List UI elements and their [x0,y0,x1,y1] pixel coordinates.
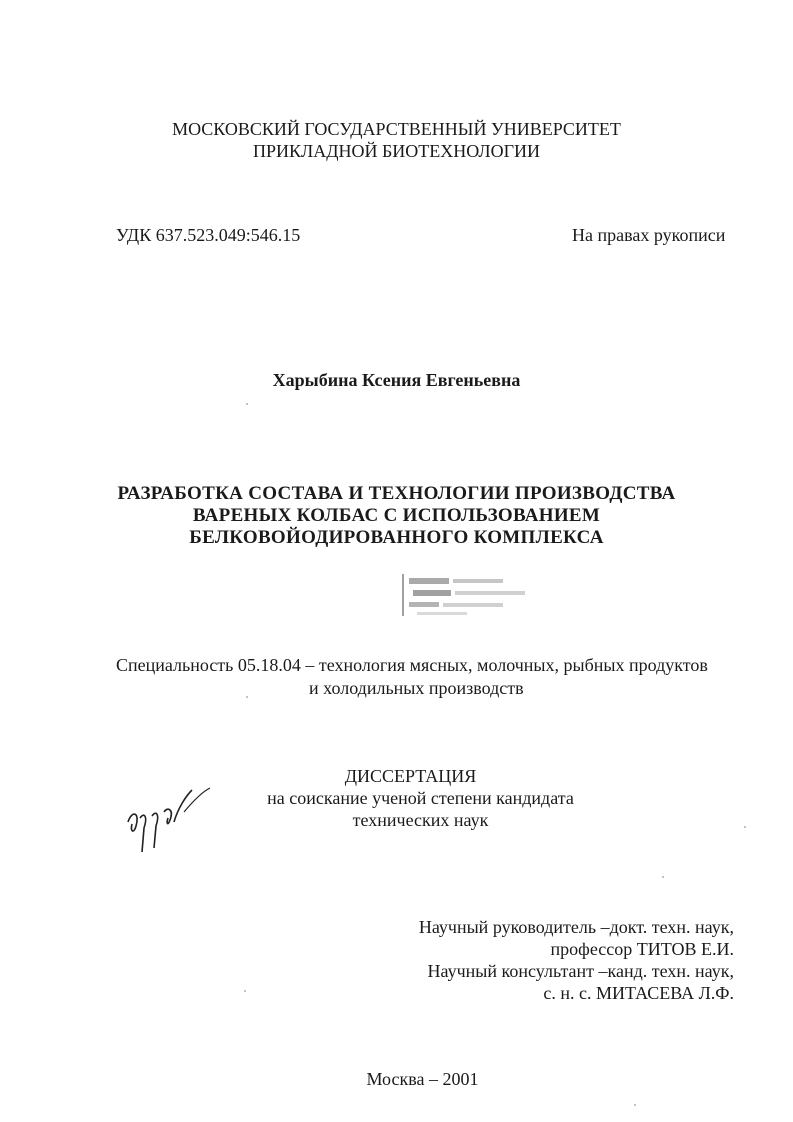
manuscript-rights: На правах рукописи [572,225,726,245]
scan-speck [246,403,248,405]
scientific-supervisor-line1: Научный руководитель –докт. техн. наук, [418,917,734,937]
dissertation-degree-line: на соискание ученой степени кандидата [267,788,574,808]
scan-speck [744,826,746,828]
title-line3: БЕЛКОВОЙОДИРОВАННОГО КОМПЛЕКСА [189,527,604,548]
scan-speck [246,696,248,698]
scan-speck [662,876,664,878]
dissertation-heading: ДИССЕРТАЦИЯ [344,766,477,786]
scan-speck [244,990,246,992]
university-name-line1: МОСКОВСКИЙ ГОСУДАРСТВЕННЫЙ УНИВЕРСИТЕТ [172,119,621,139]
scientific-consultant-line2: с. н. с. МИТАСЕВА Л.Ф. [543,983,734,1003]
specialty-line2: и холодильных производств [309,678,524,698]
title-line1: РАЗРАБОТКА СОСТАВА И ТЕХНОЛОГИИ ПРОИЗВОДСТВА [117,483,676,504]
scan-speck [634,1104,636,1106]
university-name-line2: ПРИКЛАДНОЙ БИОТЕХНОЛОГИИ [252,141,541,161]
author-name: Харыбина Ксения Евгеньевна [272,370,521,390]
specialty-line1: Специальность 05.18.04 – технология мясных, молочных, рыбных продуктов [116,655,708,675]
library-stamp-image [395,570,545,622]
title-line2: ВАРЕНЫХ КОЛБАС С ИСПОЛЬЗОВАНИЕМ [192,505,601,526]
city-year-footer: Москва – 2001 [366,1069,479,1089]
udk-code: УДК 637.523.049:546.15 [116,225,301,245]
scientific-consultant-line1: Научный консультант –канд. техн. наук, [427,961,734,981]
dissertation-field-line: технических наук [352,810,489,830]
scientific-supervisor-line2: профессор ТИТОВ Е.И. [550,939,734,959]
handwritten-signature-image [122,782,214,854]
